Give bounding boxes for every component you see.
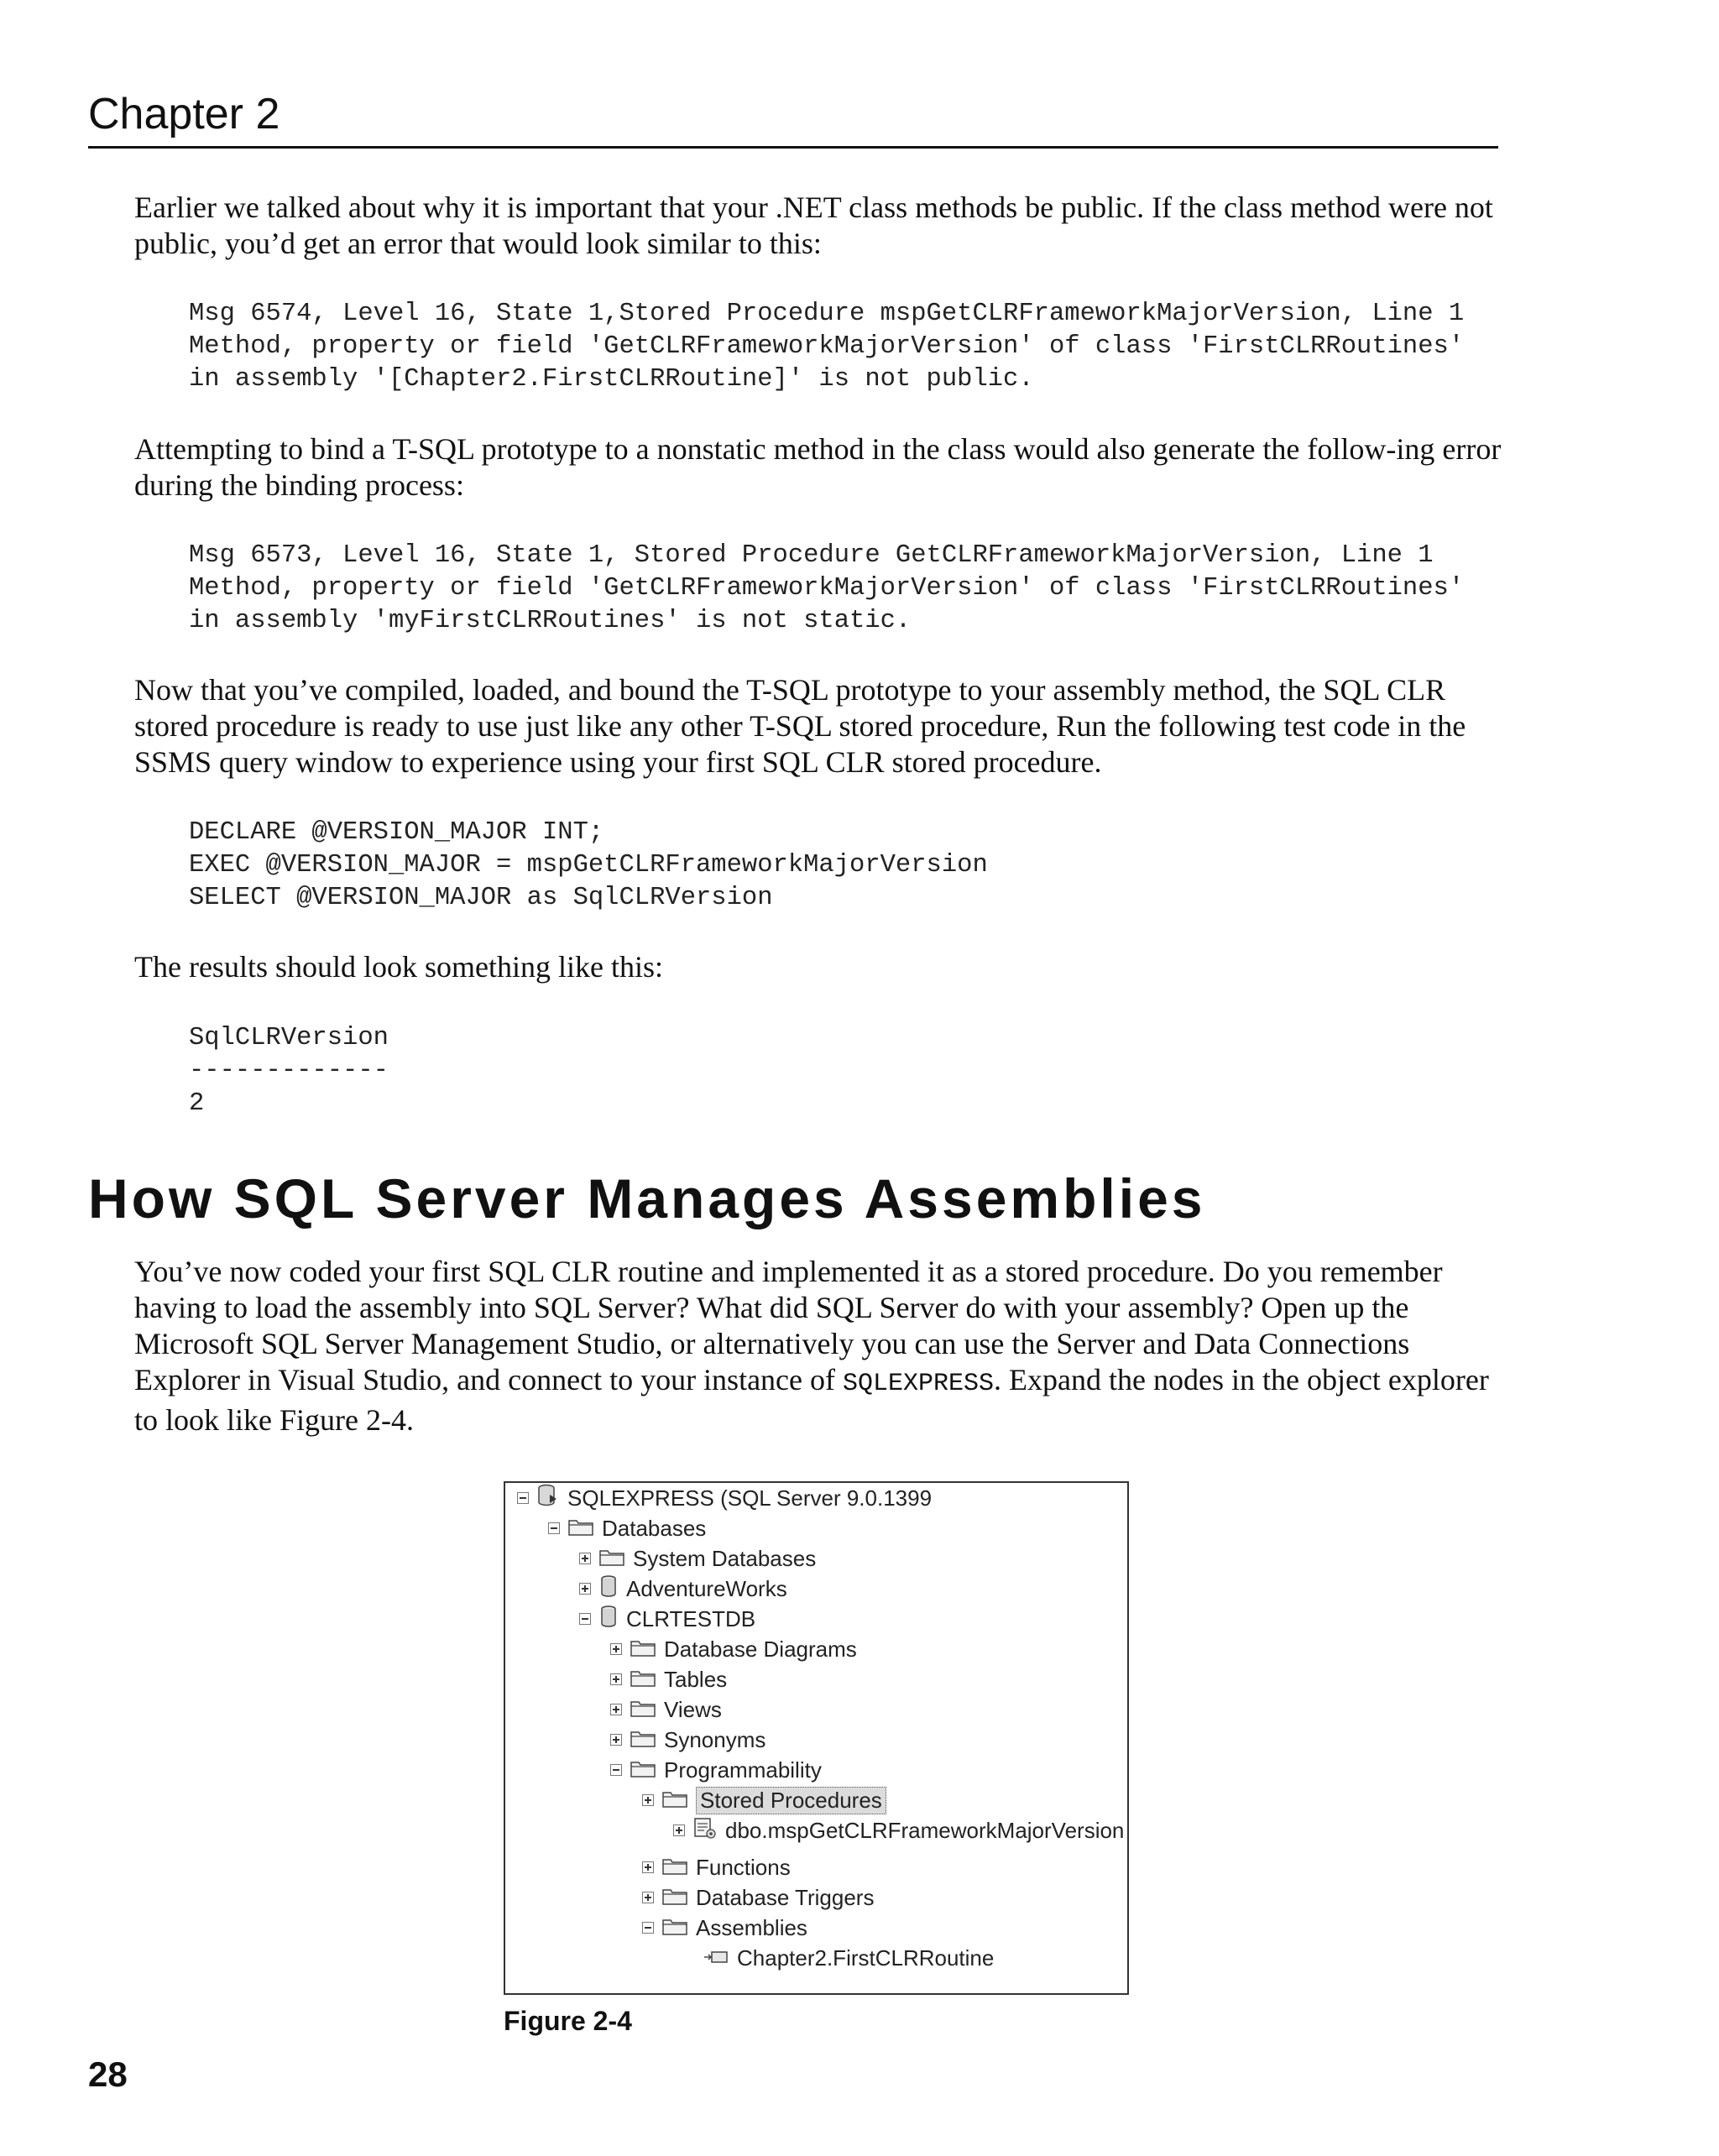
database-icon (599, 1574, 618, 1604)
figure-caption: Figure 2-4 (504, 2006, 632, 2036)
tree-node-views[interactable] (610, 1694, 722, 1725)
expand-icon[interactable] (642, 1892, 654, 1903)
folder-icon (662, 1788, 687, 1814)
tree-label-functions: Functions (696, 1854, 791, 1880)
chapter-title: Chapter 2 (88, 90, 280, 138)
tree-label-stored-procedures: Stored Procedures (696, 1787, 886, 1814)
expand-icon[interactable] (610, 1643, 622, 1655)
folder-icon (630, 1697, 656, 1723)
tree-node-adventureworks[interactable] (579, 1574, 787, 1604)
assembly-icon (703, 1945, 729, 1971)
tree-node-server[interactable] (517, 1483, 932, 1513)
paragraph-nonstatic-binding: Attempting to bind a T-SQL prototype to a nonstatic method in the class would also generate the follow-ing error during the binding process: (134, 432, 1502, 502)
paragraph-public-methods: Earlier we talked about why it is important that your .NET class methods be public. If the class method were not public, you’d get an error that would look similar to this: (134, 191, 1493, 260)
expand-icon[interactable] (579, 1583, 591, 1595)
tree-label-server: SQLEXPRESS (SQL Server 9.0.1399 (567, 1485, 933, 1511)
folder-icon (630, 1727, 656, 1753)
tree-label-programmability: Programmability (664, 1757, 822, 1783)
expand-icon[interactable] (642, 1861, 654, 1873)
tree-node-tables[interactable] (610, 1664, 727, 1694)
code-test-query: DECLARE @VERSION_MAJOR INT; EXEC @VERSION_MAJOR = mspGetCLRFrameworkMajorVersion SELECT @VERSION_MAJOR as SqlCLRVersion (189, 818, 988, 912)
tree-label-sp-item: dbo.mspGetCLRFrameworkMajorVersion (725, 1817, 1125, 1843)
tree-node-synonyms[interactable] (610, 1725, 765, 1755)
expand-icon[interactable] (610, 1704, 622, 1715)
inline-code-sqlexpress: SQLEXPRESS (843, 1370, 995, 1398)
collapse-icon[interactable] (548, 1522, 560, 1534)
tree-label-databases: Databases (602, 1515, 707, 1541)
expand-icon[interactable] (579, 1553, 591, 1564)
collapse-icon[interactable] (579, 1613, 591, 1625)
expand-icon[interactable] (642, 1794, 654, 1806)
tree-node-system-databases[interactable] (579, 1543, 816, 1574)
tree-label-assembly-item: Chapter2.FirstCLRRoutine (737, 1945, 995, 1971)
tree-node-clrtestdb[interactable] (579, 1604, 755, 1634)
section-heading: How SQL Server Manages Assemblies (88, 1167, 1206, 1229)
object-explorer-figure (504, 1481, 1129, 1995)
tree-label-assemblies: Assemblies (696, 1914, 807, 1940)
expand-icon[interactable] (673, 1825, 685, 1836)
folder-icon (630, 1757, 656, 1783)
folder-icon (568, 1516, 593, 1542)
tree-label-synonyms: Synonyms (664, 1726, 766, 1752)
folder-icon (630, 1667, 656, 1693)
tree-node-database-triggers[interactable] (642, 1882, 874, 1913)
paragraph-test-code: Now that you’ve compiled, loaded, and bound the T-SQL prototype to your assembly method, the SQL CLR stored procedure is ready to use just like any other T-SQL stored procedure, Run the following test code in the SSMS query window to experience using your first SQL CLR stored procedure. (134, 673, 1466, 779)
tree-node-databases[interactable] (548, 1513, 706, 1543)
server-icon (537, 1484, 559, 1513)
tree-label-system-databases: System Databases (633, 1545, 817, 1571)
tree-label-clrtestdb: CLRTESTDB (626, 1605, 756, 1631)
stored-procedure-icon (693, 1816, 717, 1845)
paragraph-text-end: . Expand the nodes in the object explorer to look like Figure 2-4. (134, 1363, 1489, 1437)
paragraph-manages-assemblies (134, 1254, 1502, 1438)
expand-icon[interactable] (610, 1673, 622, 1685)
tree-node-assemblies[interactable] (642, 1913, 807, 1943)
code-error-not-public: Msg 6574, Level 16, State 1,Stored Procedure mspGetCLRFrameworkMajorVersion, Line 1 Method, property or field 'GetCLRFrameworkMajorVersion' of class 'FirstCLRRoutines' in assembly '[Chapter2.FirstCLRRoutine]' is not public. (189, 300, 1465, 394)
chapter-header (88, 84, 1498, 149)
tree-node-sp-item[interactable] (673, 1815, 1124, 1845)
folder-icon (599, 1546, 624, 1572)
page-number: 28 (88, 2054, 128, 2094)
code-error-not-static: Msg 6573, Level 16, State 1, Stored Procedure GetCLRFrameworkMajorVersion, Line 1 Method, property or field 'GetCLRFrameworkMajorVersion' of class 'FirstCLRRoutines' in assembly 'myFirstCLRRoutines' is not static. (189, 541, 1465, 635)
folder-icon (662, 1915, 687, 1941)
tree-node-functions[interactable] (642, 1852, 791, 1882)
collapse-icon[interactable] (642, 1922, 654, 1934)
collapse-icon[interactable] (517, 1492, 529, 1504)
folder-icon (662, 1855, 687, 1881)
folder-icon (662, 1885, 687, 1911)
tree-label-views: Views (664, 1696, 722, 1722)
database-icon (599, 1605, 618, 1634)
code-results-output: SqlCLRVersion ------------- 2 (189, 1024, 389, 1118)
paragraph-text-start: You’ve now coded your first SQL CLR routine and implemented it as a stored procedure. Do you remember having to load the assembly into SQL Server? What did SQL Server do with your assembly? Open up the Microsoft SQL Server Management Studio, or alternatively you can use the Server and Data Connections Explorer in Visual Studio, and connect to your instance of (134, 1255, 1443, 1396)
paragraph-results-intro: The results should look something like this: (134, 950, 663, 984)
tree-label-adventureworks: AdventureWorks (626, 1575, 787, 1601)
tree-label-database-diagrams: Database Diagrams (664, 1636, 857, 1662)
tree-node-stored-procedures[interactable] (642, 1785, 886, 1815)
folder-icon (630, 1637, 656, 1663)
tree-node-database-diagrams[interactable] (610, 1634, 857, 1664)
expand-icon[interactable] (610, 1734, 622, 1746)
tree-label-tables: Tables (664, 1666, 728, 1692)
tree-node-assembly-item[interactable] (703, 1943, 994, 1973)
tree-label-database-triggers: Database Triggers (696, 1884, 875, 1910)
collapse-icon[interactable] (610, 1764, 622, 1776)
tree-node-programmability[interactable] (610, 1755, 822, 1785)
